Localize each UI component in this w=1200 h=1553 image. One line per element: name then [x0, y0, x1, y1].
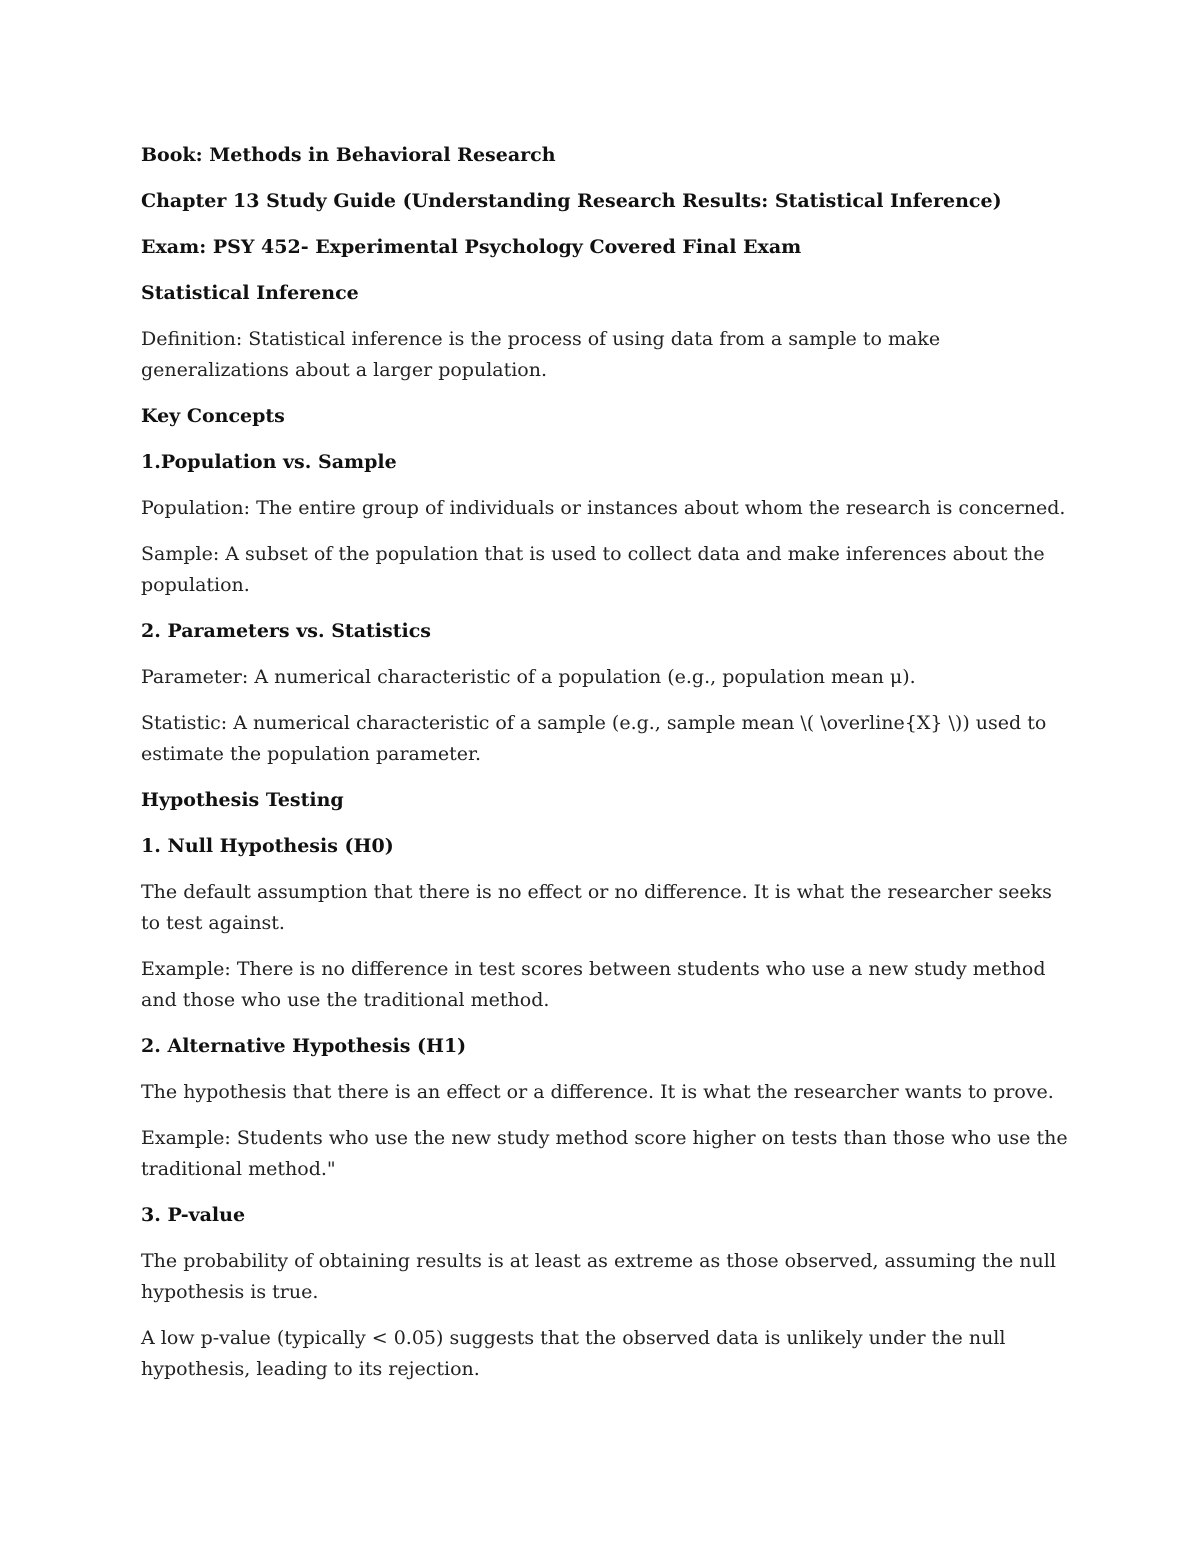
alternative-hypothesis-description: The hypothesis that there is an effect or a difference. It is what the researcher wants to prove.	[141, 1081, 1054, 1103]
population-definition: Population: The entire group of individuals or instances about whom the research is concerned.	[141, 497, 1066, 519]
p-value-interpretation: A low p-value (typically < 0.05) suggests that the observed data is unlikely under the null hypothesis, leading to its rejection.	[141, 1327, 1006, 1380]
parameters-vs-statistics-heading: 2. Parameters vs. Statistics	[141, 620, 431, 642]
document-page	[141, 140, 1071, 1400]
null-hypothesis-description: The default assumption that there is no effect or no difference. It is what the researcher seeks to test against.	[141, 881, 1052, 934]
alternative-hypothesis-example: Example: Students who use the new study method score higher on tests than those who use the traditional method."	[141, 1127, 1068, 1180]
statistic-definition: Statistic: A numerical characteristic of a sample (e.g., sample mean \( \overline{X} \)) used to estimate the population parameter.	[141, 712, 1047, 765]
sample-definition: Sample: A subset of the population that is used to collect data and make inferences about the population.	[141, 543, 1045, 596]
p-value-description: The probability of obtaining results is at least as extreme as those observed, assuming the null hypothesis is true.	[141, 1250, 1056, 1303]
population-vs-sample-heading: 1.Population vs. Sample	[141, 451, 397, 473]
statistical-inference-definition: Definition: Statistical inference is the process of using data from a sample to make generalizations about a larger population.	[141, 328, 941, 381]
p-value-heading: 3. P-value	[141, 1204, 246, 1226]
exam-title: Exam: PSY 452- Experimental Psychology Covered Final Exam	[141, 236, 802, 258]
hypothesis-testing-heading: Hypothesis Testing	[141, 789, 344, 811]
parameter-definition: Parameter: A numerical characteristic of a population (e.g., population mean μ).	[141, 666, 916, 688]
statistical-inference-heading: Statistical Inference	[141, 282, 359, 304]
alternative-hypothesis-heading: 2. Alternative Hypothesis (H1)	[141, 1035, 467, 1057]
null-hypothesis-heading: 1. Null Hypothesis (H0)	[141, 835, 394, 857]
key-concepts-heading: Key Concepts	[141, 405, 285, 427]
chapter-title: Chapter 13 Study Guide (Understanding Research Results: Statistical Inference)	[141, 190, 1002, 212]
book-title: Book: Methods in Behavioral Research	[141, 144, 556, 166]
null-hypothesis-example: Example: There is no difference in test scores between students who use a new study method and those who use the traditional method.	[141, 958, 1046, 1011]
